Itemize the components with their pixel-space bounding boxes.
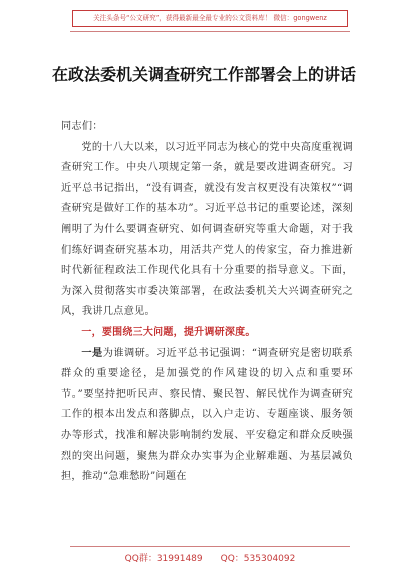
section-1-heading: 一，要围绕三大问题，提升调研深度。 [81, 326, 256, 338]
paragraph-2-body: 为谁调研。习近平总书记强调：“调查研究是密切联系群众的重要途径，是加强党的作风建设的切入点和重要环节。”要坚持把听民声、察民情、聚民智、解民忧作为调查研究工作的根本出发点和落脚点，以入户走访、专题座谈、服务领办等形式，找准和解决影响制约发展、平安稳定和群众反映强烈的突出问题，聚焦为群众办实事为企业解难题、为基层减负担，推动“急难愁盼”问题在 [61, 347, 353, 483]
footer-qq-group: QQ群：31991489 [124, 554, 203, 564]
header-banner: 关注头条号“公文研究”，获得最新最全最专业的公文资料库！ 微信：gongwenz [72, 10, 348, 27]
paragraph-2 [61, 344, 353, 488]
document-title: 在政法委机关调查研究工作部署会上的讲话 [52, 65, 357, 84]
footer-qq: QQ：535304092 [220, 554, 296, 564]
header-divider [70, 31, 350, 32]
footer-divider [70, 546, 350, 547]
section-1-paragraph [61, 323, 353, 344]
paragraph-1: 党的十八大以来，以习近平同志为核心的党中央高度重视调查研究工作。中央八项规定第一条，就是要改进调查研究。习近平总书记指出，“没有调查，就没有发言权更没有决策权”“调查研究是做好工作的基本功”。习近平总书记的重要论述，深刻阐明了为什么要调查研究、如何调查研究等重大命题，对于我们练好调查研究基本功，用活共产党人的传家宝，奋力推进新时代新征程政法工作现代化具有十分重要的指导意义。下面，为深入贯彻落实市委决策部署，在政法委机关大兴调查研究之风，我讲几点意见。 [61, 141, 353, 318]
document-body [61, 117, 353, 488]
footer [70, 551, 350, 564]
salutation: 同志们： [61, 121, 103, 132]
paragraph-2-lead: 一是 [81, 347, 103, 359]
